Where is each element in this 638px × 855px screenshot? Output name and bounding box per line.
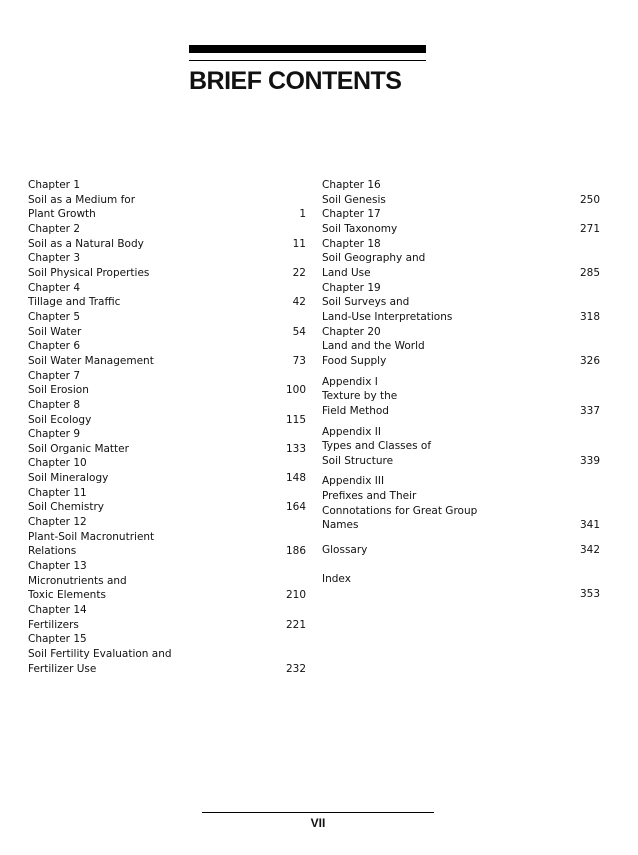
toc-entry: [28, 310, 306, 339]
toc-entry-title-line: Prefixes and Their: [322, 490, 417, 503]
toc-entry-title-line: Soil Fertility Evaluation and: [28, 648, 172, 660]
toc-entry-title-line: Soil Ecology: [28, 413, 92, 426]
toc-entry-label: Chapter 12: [28, 516, 87, 529]
toc-entry-page: 337: [579, 404, 600, 417]
toc-entry-title-line: Connotations for Great Group: [322, 504, 478, 517]
toc-entry-title-line: Soil Geography and: [322, 252, 426, 265]
toc-entry-label: Chapter 13: [28, 560, 87, 573]
toc-entry-title-line: Relations: [28, 545, 77, 558]
toc-entry-title-line: Fertilizers: [28, 618, 79, 631]
toc-entry-title-line: Plant Growth: [28, 208, 96, 221]
toc-entry-title-line: Land and the World: [322, 340, 425, 353]
toc-entry-label: Chapter 16: [322, 179, 381, 191]
toc-entry-label: Chapter 20: [322, 325, 381, 338]
toc-entry-title-line: Soil Chemistry: [28, 501, 104, 514]
toc-entry-title-line: Names: [322, 519, 359, 532]
toc-entry: [322, 425, 600, 469]
toc-entry-title-line: Soil Erosion: [28, 384, 89, 397]
toc-left-column: [28, 178, 306, 676]
toc-entry-page: 318: [579, 310, 600, 323]
toc-entry-page: 342: [579, 544, 600, 557]
toc-entry-page: 11: [292, 237, 306, 250]
toc-entry-title-line: Types and Classes of: [322, 440, 432, 453]
toc-entry-title-line: Soil Water: [28, 325, 82, 338]
toc-entry: [322, 178, 600, 207]
toc-entry: [322, 572, 600, 601]
toc-entry-title-line: [322, 587, 600, 602]
toc-entry: [28, 559, 306, 603]
toc-entry-label: Chapter 1: [28, 179, 80, 191]
toc-entry-label: Chapter 2: [28, 222, 80, 235]
toc-entry: [28, 515, 306, 559]
toc-entry: [28, 178, 306, 222]
toc-entry-page: 326: [579, 354, 600, 367]
toc-entry-page: 54: [292, 325, 306, 338]
toc-entry-label: Index: [322, 573, 351, 586]
toc-entry: [322, 325, 600, 369]
page-number: VII: [310, 816, 326, 830]
toc-entry: [28, 398, 306, 427]
toc-entry-page: 42: [292, 296, 306, 309]
toc-entry: [28, 281, 306, 310]
toc-entry-page: 73: [292, 354, 306, 367]
toc-entry-title-line: Plant-Soil Macronutrient: [28, 530, 155, 543]
toc-entry-title-line: Food Supply: [322, 354, 387, 367]
toc-entry: [28, 456, 306, 485]
toc-entry-title-line: Land Use: [322, 266, 371, 279]
toc-entry: [322, 375, 600, 419]
toc-entry-title-line: Tillage and Traffic: [28, 296, 121, 309]
toc-entry-label: Appendix III: [322, 475, 385, 488]
toc-entry-label: Glossary: [322, 544, 368, 557]
toc-entry-label: Chapter 6: [28, 340, 80, 353]
footer-rule: [202, 812, 434, 813]
toc-entry: [28, 632, 306, 676]
toc-entry-label: Chapter 7: [28, 369, 80, 382]
toc-entry-page: 339: [579, 454, 600, 467]
toc-entry-label: Chapter 4: [28, 281, 80, 294]
toc-entry-page: 133: [285, 442, 306, 455]
toc-entry: [28, 603, 306, 632]
toc-entry-title: [322, 573, 600, 601]
toc-entry: [322, 237, 600, 281]
toc-entry-title-line: Soil Physical Properties: [28, 266, 150, 279]
toc-entry-title-line: Fertilizer Use: [28, 662, 97, 675]
toc-right-column: [322, 178, 600, 602]
toc-entry-label: Chapter 18: [322, 237, 381, 250]
toc-entry-title-line: Soil Taxonomy: [322, 222, 398, 235]
toc-entry: [28, 369, 306, 398]
toc-entry-page: 1: [299, 208, 306, 221]
toc-entry-page: 271: [579, 222, 600, 235]
toc-entry-title-line: Soil as a Medium for: [28, 193, 136, 206]
toc-entry-title-line: [322, 558, 600, 573]
toc-entry-page: 164: [285, 501, 306, 514]
toc-entry: [28, 222, 306, 251]
toc-entry-title-line: Soil Water Management: [28, 354, 154, 367]
toc-entry-title-line: Soil Organic Matter: [28, 442, 129, 455]
toc-entry-label: Chapter 17: [322, 208, 381, 221]
toc-entry: [322, 543, 600, 572]
toc-entry-page: 186: [285, 545, 306, 558]
toc-entry-page: 22: [292, 266, 306, 279]
toc-entry-label: Chapter 9: [28, 428, 80, 441]
toc-entry-label: Chapter 14: [28, 604, 87, 617]
toc-entry-page: 341: [579, 519, 600, 532]
title-thick-rule: [189, 45, 426, 53]
toc-entry-label: Chapter 8: [28, 398, 80, 411]
toc-entry-page: 232: [285, 662, 306, 675]
toc-entry-label: Chapter 5: [28, 310, 80, 323]
toc-entry-label: Chapter 3: [28, 252, 80, 265]
toc-entry-page: 115: [285, 413, 306, 426]
toc-entry-page: 221: [285, 618, 306, 631]
toc-entry: [322, 207, 600, 236]
toc-entry: [322, 281, 600, 325]
toc-entry-label: Appendix I: [322, 375, 378, 388]
title-thin-rule: [189, 60, 426, 61]
page-title: BRIEF CONTENTS: [189, 67, 402, 95]
toc-entry: [28, 339, 306, 368]
toc-entry-page: 285: [579, 266, 600, 279]
toc-entry-title-line: Texture by the: [322, 390, 398, 403]
toc-entry-label: Chapter 15: [28, 633, 87, 646]
toc-entry-label: Chapter 11: [28, 486, 87, 499]
toc-entry-label: Chapter 10: [28, 457, 87, 470]
toc-entry: [28, 486, 306, 515]
toc-entry-title-line: Toxic Elements: [28, 589, 106, 602]
toc-entry-title-line: Soil Surveys and: [322, 296, 410, 309]
toc-entry-title-line: Soil Mineralogy: [28, 472, 109, 485]
toc-entry-page: 148: [285, 472, 306, 485]
toc-entry-title-line: Soil as a Natural Body: [28, 237, 144, 250]
toc-entry-page: 100: [285, 384, 306, 397]
toc-entry-title-line: Land-Use Interpretations: [322, 310, 453, 323]
toc-entry-title-line: Micronutrients and: [28, 574, 127, 587]
toc-entry-label: Chapter 19: [322, 281, 381, 294]
toc-entry: [322, 474, 600, 533]
toc-entry: [28, 427, 306, 456]
toc-entry-label: Appendix II: [322, 425, 381, 438]
toc-entry-title-line: Soil Structure: [322, 454, 394, 467]
toc-entry: [28, 251, 306, 280]
toc-entry-title-line: Soil Genesis: [322, 193, 386, 206]
toc-entry-title-line: Field Method: [322, 404, 389, 417]
toc-entry-page: 353: [579, 588, 600, 601]
toc-entry-page: 210: [285, 589, 306, 602]
toc-entry-page: 250: [579, 193, 600, 206]
